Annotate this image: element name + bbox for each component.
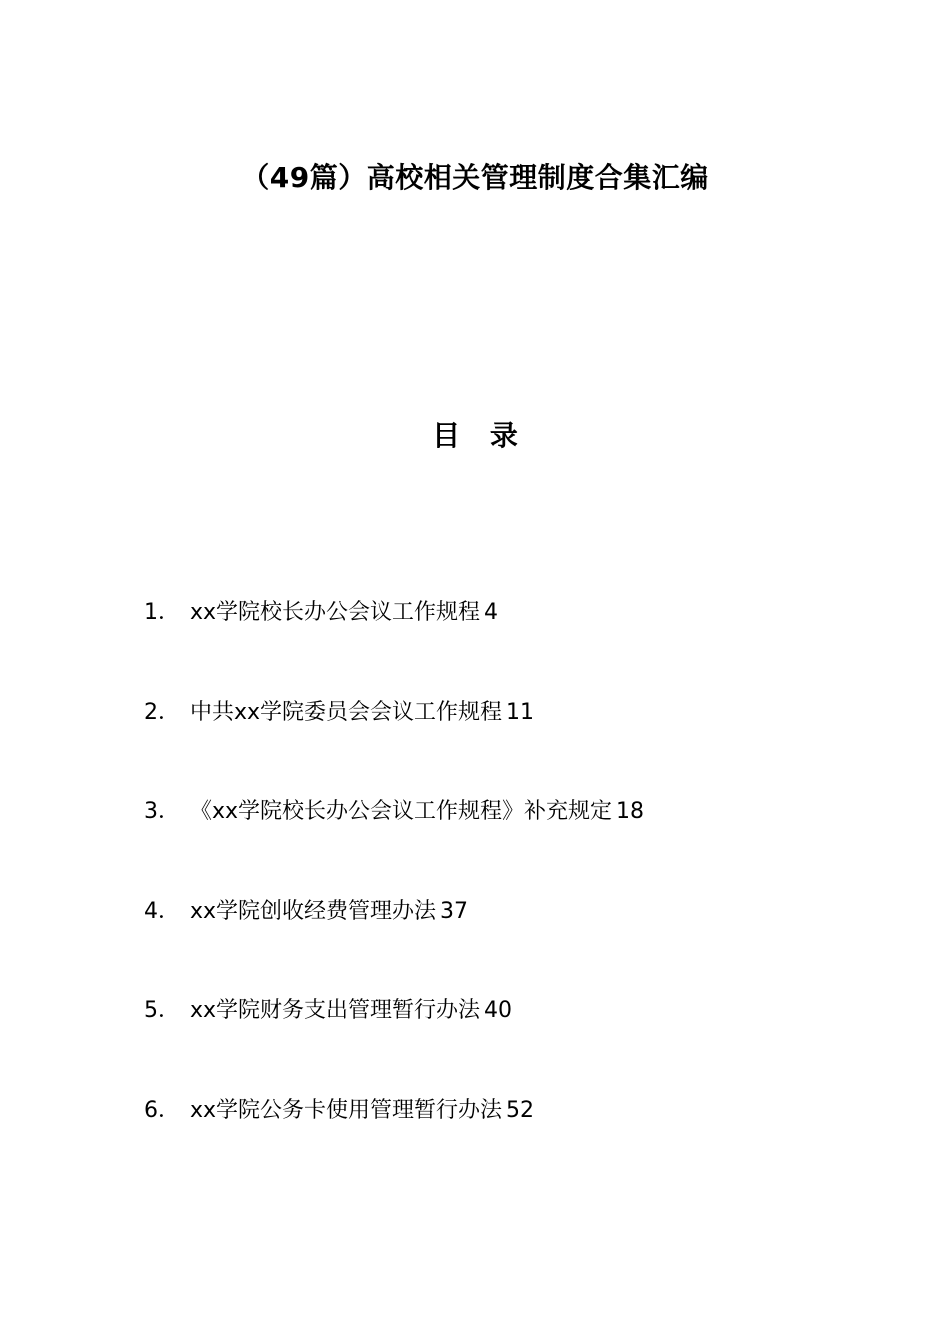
toc-entry-number: 2． xyxy=(144,699,180,725)
toc-entry-title: xx学院创收经费管理办法 xyxy=(190,898,437,924)
toc-entry-title: xx学院公务卡使用管理暂行办法 xyxy=(190,1097,503,1123)
toc-entry[interactable] xyxy=(144,594,884,694)
toc-entry-page: 40 xyxy=(484,998,513,1024)
table-of-contents xyxy=(144,594,884,1192)
toc-entry-number: 3． xyxy=(144,799,180,825)
toc-entry-page: 18 xyxy=(616,799,645,825)
toc-entry[interactable] xyxy=(144,893,884,993)
toc-entry-title: 中共xx学院委员会会议工作规程 xyxy=(190,699,503,725)
document-title: （49篇）高校相关管理制度合集汇编 xyxy=(241,161,709,194)
toc-entry-number: 5． xyxy=(144,998,180,1024)
toc-entry-page: 52 xyxy=(506,1097,535,1123)
toc-entry-page: 37 xyxy=(440,898,469,924)
toc-entry[interactable] xyxy=(144,992,884,1092)
toc-entry-number: 1． xyxy=(144,600,180,625)
toc-entry-number: 6． xyxy=(144,1097,180,1123)
toc-entry-number: 4． xyxy=(144,898,180,924)
toc-entry-title: xx学院财务支出管理暂行办法 xyxy=(190,998,481,1024)
toc-entry-title: 《xx学院校长办公会议工作规程》补充规定 xyxy=(190,799,613,825)
toc-entry[interactable] xyxy=(144,1092,884,1192)
toc-heading: 目 录 xyxy=(432,419,528,452)
toc-entry-title: xx学院校长办公会议工作规程 xyxy=(190,600,481,625)
toc-entry[interactable] xyxy=(144,793,884,893)
toc-entry[interactable] xyxy=(144,694,884,794)
toc-entry-page: 11 xyxy=(506,699,535,725)
toc-entry-page: 4 xyxy=(484,600,499,625)
